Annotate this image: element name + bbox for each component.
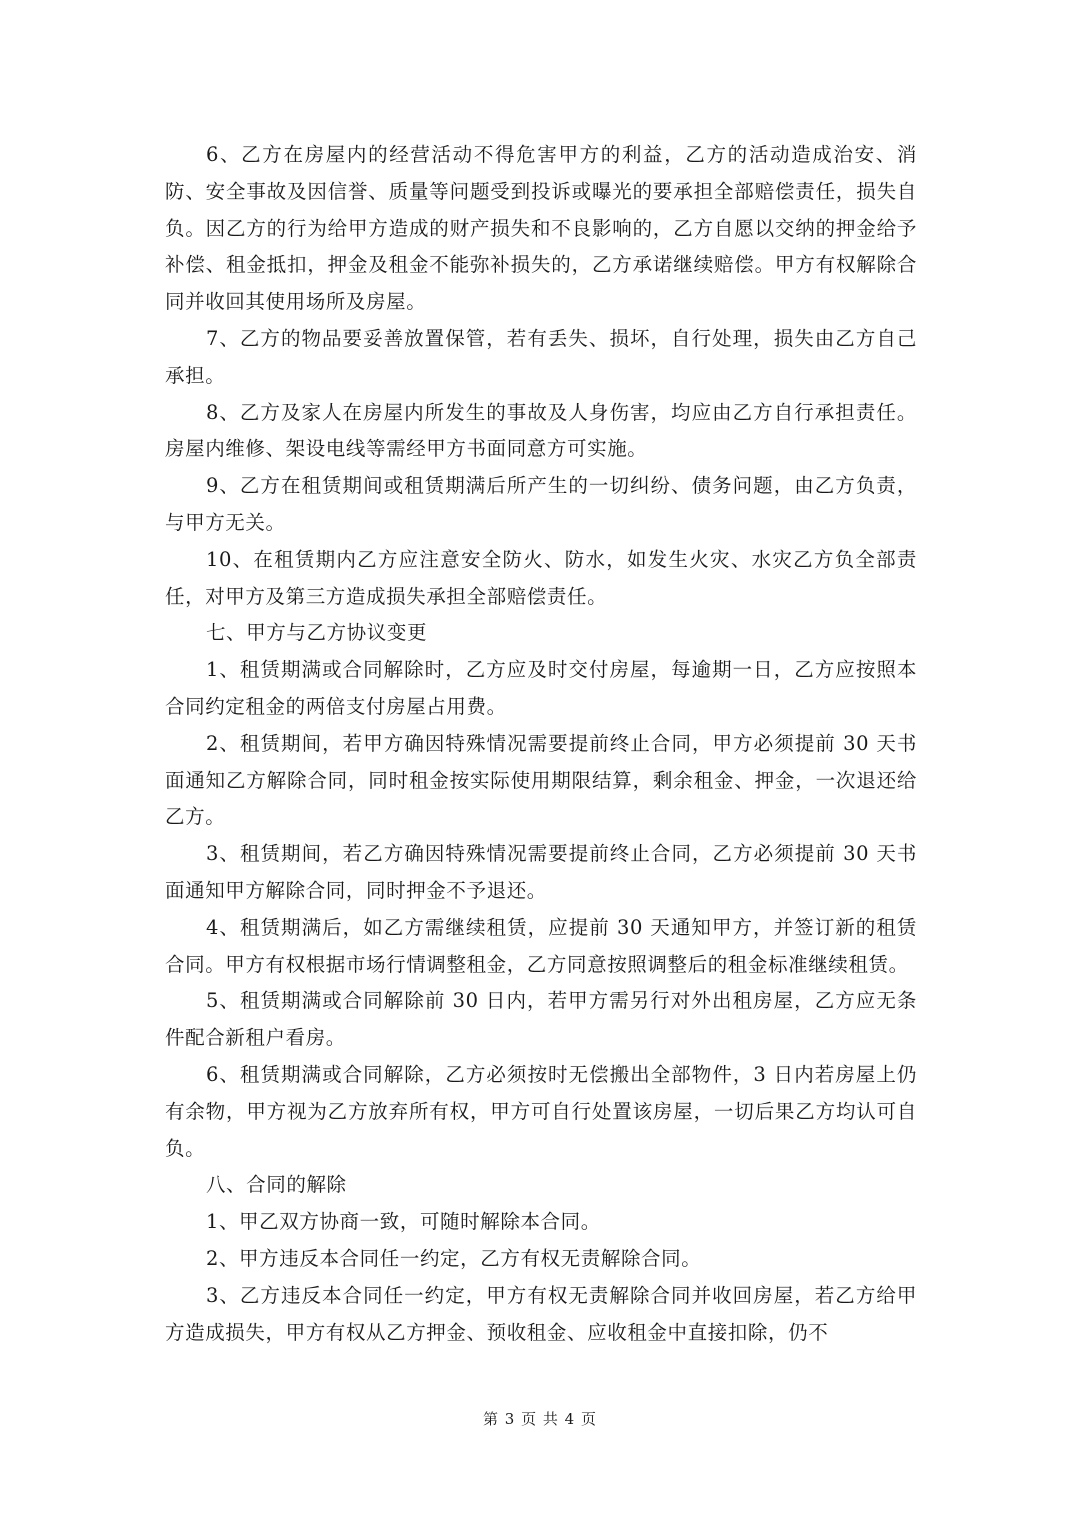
paragraph-clause-9: 9、乙方在租赁期间或租赁期满后所产生的一切纠纷、债务问题，由乙方负责，与甲方无关。 [165, 474, 917, 534]
section-7-item-5: 5、租赁期满或合同解除前 30 日内，若甲方需另行对外出租房屋，乙方应无条件配合新租户看房。 [165, 989, 917, 1050]
section-7-item-1: 1、租赁期满或合同解除时，乙方应及时交付房屋，每逾期一日，乙方应按照本合同约定租金的两倍支付房屋占用费。 [165, 658, 917, 718]
paragraph-clause-7: 7、乙方的物品要妥善放置保管，若有丢失、损坏，自行处理，损失由乙方自己承担。 [165, 326, 917, 387]
document-body [165, 137, 917, 1351]
section-8-item-2: 2、甲方违反本合同任一约定，乙方有权无责解除合同。 [205, 1246, 702, 1270]
paragraph-clause-8: 8、乙方及家人在房屋内所发生的事故及人身伤害，均应由乙方自行承担责任。房屋内维修、架设电线等需经甲方书面同意方可实施。 [165, 400, 917, 461]
section-8-item-3: 3、乙方违反本合同任一约定，甲方有权无责解除合同并收回房屋，若乙方给甲方造成损失，甲方有权从乙方押金、预收租金、应收租金中直接扣除，仍不 [165, 1283, 917, 1344]
paragraph-clause-10: 10、在租赁期内乙方应注意安全防火、防水，如发生火灾、水灾乙方负全部责任，对甲方及第三方造成损失承担全部赔偿责任。 [165, 547, 917, 608]
section-8-heading: 八、合同的解除 [205, 1173, 347, 1197]
section-7-item-2: 2、租赁期间，若甲方确因特殊情况需要提前终止合同，甲方必须提前 30 天书面通知乙方解除合同，同时租金按实际使用期限结算，剩余租金、押金，一次退还给乙方。 [165, 731, 917, 829]
page-number-footer: 第 3 页 共 4 页 [483, 1410, 597, 1428]
section-7-item-4: 4、租赁期满后，如乙方需继续租赁，应提前 30 天通知甲方，并签订新的租赁合同。甲方有权根据市场行情调整租金，乙方同意按照调整后的租金标准继续租赁。 [165, 915, 917, 976]
paragraph-clause-6: 6、乙方在房屋内的经营活动不得危害甲方的利益，乙方的活动造成治安、消防、安全事故及因信誉、质量等问题受到投诉或曝光的要承担全部赔偿责任，损失自负。因乙方的行为给甲方造成的财产损失和不良影响的，乙方自愿以交纳的押金给予补偿、租金抵扣，押金及租金不能弥补损失的，乙方承诺继续赔偿。甲方有权解除合同并收回其使用场所及房屋。 [165, 143, 917, 314]
section-7-item-3: 3、租赁期间，若乙方确因特殊情况需要提前终止合同，乙方必须提前 30 天书面通知甲方解除合同，同时押金不予退还。 [165, 842, 917, 902]
section-8-item-1: 1、甲乙双方协商一致，可随时解除本合同。 [205, 1210, 601, 1234]
section-7-item-6: 6、租赁期满或合同解除，乙方必须按时无偿搬出全部物件，3 日内若房屋上仍有余物，甲方视为乙方放弃所有权，甲方可自行处置该房屋，一切后果乙方均认可自负。 [165, 1062, 917, 1160]
section-7-heading: 七、甲方与乙方协议变更 [205, 621, 428, 645]
